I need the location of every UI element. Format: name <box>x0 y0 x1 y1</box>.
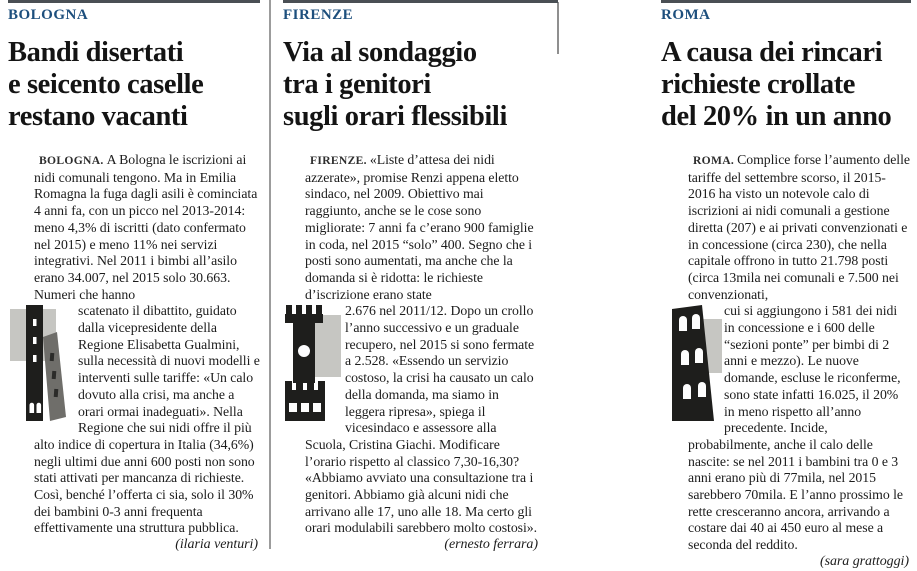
headline-line: Via al sondaggio <box>283 37 477 68</box>
body-text: scatenato il dibattito, guidato dalla vicepresidente della Regione Elisabetta Gualmini, sulla necessità di nuovi modelli e interventi sulle tariffe: «Un calo dovuto alla crisi, ma anche a orari ormai inadeguati». Nella Regione che sui nidi offre il più alto indice di copertura in Italia (34,6%) negli ultimi due anni 600 posti non sono stati attivati per mancanza di richieste. Così, benché l’offerta ci sia, solo il 30% dei bambini 0-3 anni frequenta effettivamente una struttura pubblica. <box>34 303 260 536</box>
dateline: BOLOGNA. <box>39 154 104 167</box>
headline-line: richieste crollate <box>661 69 856 100</box>
article-body <box>661 152 911 571</box>
rome-colosseum-icon <box>666 305 722 421</box>
body-text: «Liste d’attesa dei nidi azzerate», promise Renzi appena eletto sindaco, nel 2009. Obiettivo mai raggiunto, anche se le cose sono migliorate: 7 anni fa c’erano 900 famiglie in coda, nel 2015 “solo” 400. Segno che i posti sono aumentati, ma anche che la domanda si è ridotta: le richieste d’iscrizione erano state <box>305 152 534 302</box>
kicker-city: ROMA <box>661 7 711 23</box>
body-paragraph <box>305 303 540 537</box>
dateline: ROMA. <box>693 154 735 167</box>
column-divider <box>269 0 271 549</box>
body-paragraph <box>34 303 260 537</box>
headline <box>283 37 558 133</box>
byline: (ernesto ferrara) <box>444 537 538 553</box>
article-body <box>8 152 260 554</box>
bologna-two-towers-icon <box>10 305 66 421</box>
body-text: cui si aggiungono i 581 dei nidi in concessione e i 600 delle “sezioni ponte” per bimbi di 2 anni e mezzo). Le nuove domande, escluse le riconferme, sono state infatti 16.025, il 20% in meno rispetto all’anno precedente. Incide, probabilmente, anche il calo delle nascite: se nel 2011 i bambini tra 0 e 3 anni erano più di 77mila, nel 2015 sarebbero 70mila. E l’anno prossimo le rette cresceranno ancora, arrivando a costare dai 40 ai 450 euro al mese a seconda del reddito. <box>688 303 903 553</box>
body-paragraph <box>688 303 911 554</box>
headline-line: A causa dei rincari <box>661 37 883 68</box>
headline-line: Bandi disertati <box>8 37 184 68</box>
headline-line: e seicento caselle <box>8 69 204 100</box>
kicker-city: BOLOGNA <box>8 7 89 23</box>
article-bologna <box>8 0 260 554</box>
kicker-block <box>283 0 558 24</box>
body-text: Complice forse l’aumento delle tariffe del settembre scorso, il 2015-2016 ha visto un notevole calo di iscrizioni ai nidi comunali a gestione diretta (207) e ai privati convenzionati e in concessione (circa 230), che nella capitale offrono in tutto 21.798 posti (circa 13mila nei comunali e 7.500 nei convenzionati, <box>688 152 910 302</box>
body-text: A Bologna le iscrizioni ai nidi comunali tengono. Ma in Emilia Romagna la fuga dagli asili è cominciata 4 anni fa, con un picco nel 2013-2014: meno 4,3% di iscritti (dato confermato nel 2015) e meno 11% nei servizi integrativi. Nel 2011 i bimbi all’asilo erano 34.007, nel 2015 solo 30.663. Numeri che hanno <box>34 152 258 302</box>
headline-line: tra i genitori <box>283 69 431 100</box>
kicker-city: FIRENZE <box>283 7 354 23</box>
headline <box>8 37 260 133</box>
kicker-block <box>661 0 911 24</box>
headline-line: sugli orari flessibili <box>283 101 507 132</box>
kicker-block <box>8 0 260 24</box>
body-paragraph <box>34 152 260 303</box>
headline <box>661 37 911 133</box>
article-roma <box>661 0 911 571</box>
article-firenze <box>283 0 558 554</box>
florence-palazzo-vecchio-tower-icon <box>285 305 341 421</box>
dateline: FIRENZE. <box>310 154 367 167</box>
headline-line: restano vacanti <box>8 101 188 132</box>
byline: (sara grattoggi) <box>819 553 909 569</box>
body-text: 2.676 nel 2011/12. Dopo un crollo l’anno successivo e un graduale recupero, nel 2015 si sono fermate a 2.528. «Essendo un servizio costoso, la crisi ha causato un calo della domanda, ma siamo in leggera ripresa», spiega il vicesindaco e assessore alla Scuola, Cristina Giachi. Modificare l’orario rispetto al classico 7,30-16,30? «Abbiamo avviato una consultazione tra i genitori. Abbiamo già alcuni nidi che arrivano alle 17, uno alle 18. Ma certo gli orari modulabili sarebbero molto costosi». <box>305 303 538 536</box>
body-paragraph <box>305 152 540 303</box>
byline: (ilaria venturi) <box>175 537 258 553</box>
article-body <box>283 152 558 554</box>
headline-line: del 20% in un anno <box>661 101 892 132</box>
body-paragraph <box>688 152 911 303</box>
